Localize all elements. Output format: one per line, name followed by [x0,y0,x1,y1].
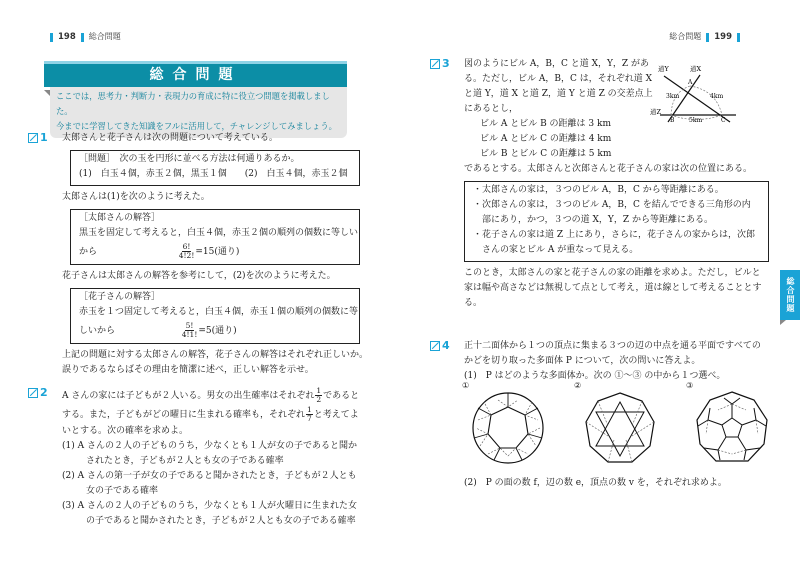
problem-body: 図のようにビル A，B，C と道 X，Y，Z があ る。ただし，ビル A，B，C は，それぞれ道 X と道 Y，道 X と道 Z，道 Y と道 Z の交差点上 にあるとし， ビル A とビル B の距離は 3 km ビル A とビル C の距離は 4 km ビル B とビル C の距離は 5 km であるとする。太郎さんと次郎さんと花子さんの家は次の位置にある。 ・太郎さんの家は，３つのビル A，B，C から等距離にある。 ・次郎さんの家は，３つのビル A，B，C を結んでできる三角形の内 部にあり，かつ，３つの道 X，Y，Z から等距離にある。 ・花子さんの家は道 Z 上にあり，さらに，花子さんの家からは，次郎 さんの家とビル A が重なって見える。 このとき，太郎さんの家と花子さんの家の距離を求めよ。ただし，ビルと 家は幅や高さなどは無視して点として考え，道は線として考えることとす る。 [464,58,794,312]
accent-bar [50,33,53,42]
problem-body: 正十二面体から１つの頂点に集まる３つの辺の中点を通る平面ですべての かどを切り取った多面体 P について，次の問いに答えよ。 (1) P はどのような多面体か。次の ①～③ の中から１つ選べ。 (2) P の面の数 f，辺の数 e，頂点の数 v を，それぞれ求めよ。 [464,340,794,492]
right-page [400,0,800,572]
problem-body: A さんの家には子どもが２人いる。男女の出生確率はそれぞれ $\frac{1}{2}$ であると する。また，子どもがどの曜日に生まれる確率も，それぞれ $\frac{1}{7}$ と考えてよ いとする。次の確率を求めよ。 (1) A さんの２人の子どものうち，少なくとも１人が女の子であると聞か されたとき，子どもが２人とも女の子である確率 (2) A さんの第一子が女の子であると聞かされたとき，子どもが２人とも 女の子である確率 (3) A さんの２人の子どものうち，少なくとも１人が火曜日に生まれた女 の子であると聞かされたとき，子どもが２人とも女の子である確率 [62,387,372,530]
sub-question-2: (2) P の面の数 f，辺の数 e，頂点の数 v を，それぞれ求めよ。 [464,478,727,488]
problem-number: 2 [28,387,48,399]
running-head-right [669,31,740,44]
problem-number: 3 [430,58,450,70]
soccer-ball-polyhedron-icon [694,390,770,466]
chapter-tab[interactable]: 総合問題 [780,270,800,320]
checkbox-icon[interactable] [430,341,440,351]
star-polyhedron-icon [582,390,658,466]
fraction: $\frac{1}{2}$ [316,386,322,404]
accent-bar [81,33,84,42]
polyhedron-choices [462,381,770,470]
accent-bar [706,33,709,42]
svg-text:B: B [670,117,675,124]
problem-body [62,132,372,379]
svg-text:C: C [721,117,726,124]
sub-question-1: (1) A さんの２人の子どものうち，少なくとも１人が女の子であると聞か [62,441,357,451]
banner-title: 総合問題 [44,61,347,87]
choice-3[interactable]: ③ [694,382,770,470]
problem-number: 4 [430,340,450,352]
svg-text:5km: 5km [689,117,703,124]
page-number: 199 [714,32,732,42]
svg-text:4km: 4km [710,93,724,100]
problem-text: 太郎さんと花子さんは次の問題について考えている。 [62,133,278,143]
conditions-box: ・太郎さんの家は，３つのビル A，B，C から等距離にある。 ・次郎さんの家は，３つのビル A，B，C を結んでできる三角形の内 部にあり，かつ，３つの道 X，Y，Z から等距離にある。 ・花子さんの家は道 Z 上にあり，さらに，花子さんの家からは，次郎 さんの家とビル A が重なって見える。 [464,181,769,262]
fraction: $\frac{5!}{4!1!}$ [181,321,198,339]
problem-text: 太郎さんは(1)を次のように考えた。 [62,192,210,202]
running-title: 総合問題 [88,32,121,42]
problem-text: 上記の問題に対する太郎さんの解答，花子さんの解答はそれぞれ正しいか。 [62,350,369,360]
checkbox-icon[interactable] [28,133,38,143]
fold-corner [780,320,786,325]
running-title: 総合問題 [669,32,702,42]
svg-text:道X: 道X [690,65,702,73]
accent-bar [737,33,740,42]
banner-intro [50,87,347,138]
running-head-left [50,31,121,44]
sub-question-3: (3) A さんの２人の子どものうち，少なくとも１人が火曜日に生まれた女 [62,501,357,511]
fraction: $\frac{6!}{4!2!}$ [178,242,195,260]
checkbox-icon[interactable] [28,388,38,398]
intro-line: ここでは，思考力・判断力・表現力の育成に特に役立つ問題を掲載しました。 [56,91,330,116]
svg-text:A: A [688,79,693,86]
problem-text: 誤りであるならばその理由を簡潔に述べ，正しい解答を示せ。 [62,365,314,375]
problem-text: 花子さんは太郎さんの解答を参考にして，(2)を次のように考えた。 [62,271,336,281]
question-box: ［問題］ 次の玉を円形に並べる方法は何通りあるか。 (1) 白玉４個，赤玉２個，黒玉１個 (2) 白玉４個，赤玉２個 [70,150,360,186]
hanako-answer-box: ［花子さんの解答］ 赤玉を１つ固定して考えると，白玉４個，赤玉１個の順列の個数に等 しいから $\frac{5!}{4!1!}$ =5(通り) [70,288,360,344]
choice-1[interactable]: ① [470,382,546,470]
checkbox-icon[interactable] [430,59,440,69]
sub-question-2: (2) A さんの第一子が女の子であると聞かされたとき，子どもが２人とも [62,471,357,481]
choice-2[interactable]: ② [582,382,658,470]
problem-number: 1 [28,132,48,144]
fold-corner [44,90,50,96]
roads-diagram [650,62,750,132]
taro-answer-box: ［太郎さんの解答］ 黒玉を固定して考えると，白玉４個，赤玉２個の順列の個数に等しい から $\frac{6!}{4!2!}$ =15(通り) [70,209,360,265]
sub-question-1: (1) P はどのような多面体か。次の ①～③ の中から１つ選べ。 [464,371,726,381]
svg-text:3km: 3km [666,93,680,100]
section-banner [44,61,347,138]
svg-text:道Z: 道Z [650,108,662,116]
intro-line: 今までに学習してきた知識をフルに活用して，チャレンジしてみましょう。 [56,121,337,131]
fraction: $\frac{1}{7}$ [307,405,312,423]
page-number: 198 [58,32,76,42]
svg-text:道Y: 道Y [658,65,669,73]
truncated-polyhedron-icon [470,390,546,466]
